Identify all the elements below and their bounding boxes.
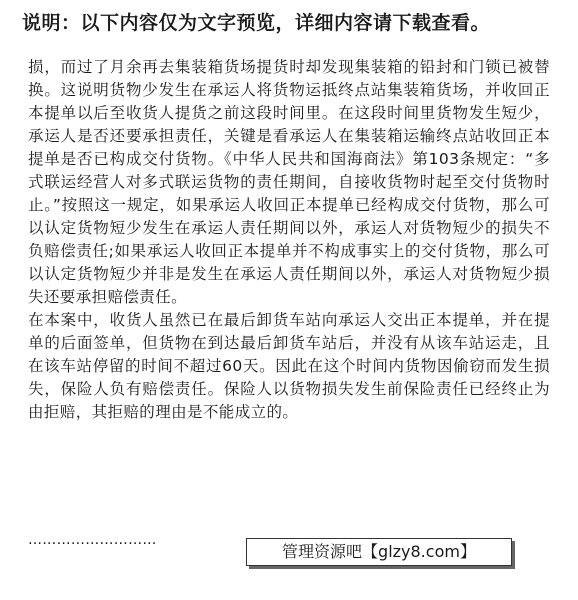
document-body [28,56,550,424]
ellipsis-divider: ……………………… [28,532,157,548]
preview-notice: 说明：以下内容仅为文字预览，详细内容请下载查看。 [22,12,491,34]
paragraph: 在本案中，收货人虽然已在最后卸货车站向承运人交出正本提单，并在提单的后面签单，但货物在到达最后卸货车站后，并没有从该车站运走，且在该车站停留的时间不超过60天。因此在这个时间内货物因偷窃而发生损失，保险人负有赔偿责任。保险人以货物损失发生前保险责任已经终止为由拒赔，其拒赔的理由是不能成立的。 [28,311,550,421]
site-link[interactable]: 管理资源吧【glzy8.com】 [246,538,512,566]
paragraph: 损，而过了月余再去集装箱货场提货时却发现集装箱的铅封和门锁已被替换。这说明货物少发生在承运人将货物运抵终点站集装箱货场，并收回正本提单以后至收货人提货之前这段时间里。在这段时间里货物发生短少，承运人是否还要承担责任，关键是看承运人在集装箱运输终点站收回正本提单是否已构成交付货物。《中华人民共和国海商法》第103条规定：“多式联运经营人对多式联运货物的责任期间，自接收货物时起至交付货物时止。”按照这一规定，如果承运人收回正本提单已经构成交付货物，那么可以认定货物短少发生在承运人责任期间以外，承运人对货物短少的损失不负赔偿责任;如果承运人收回正本提单并不构成事实上的交付货物，那么可以认定货物短少并非是发生在承运人责任期间以外，承运人对货物短少损失还要承担赔偿责任。 [28,58,550,306]
